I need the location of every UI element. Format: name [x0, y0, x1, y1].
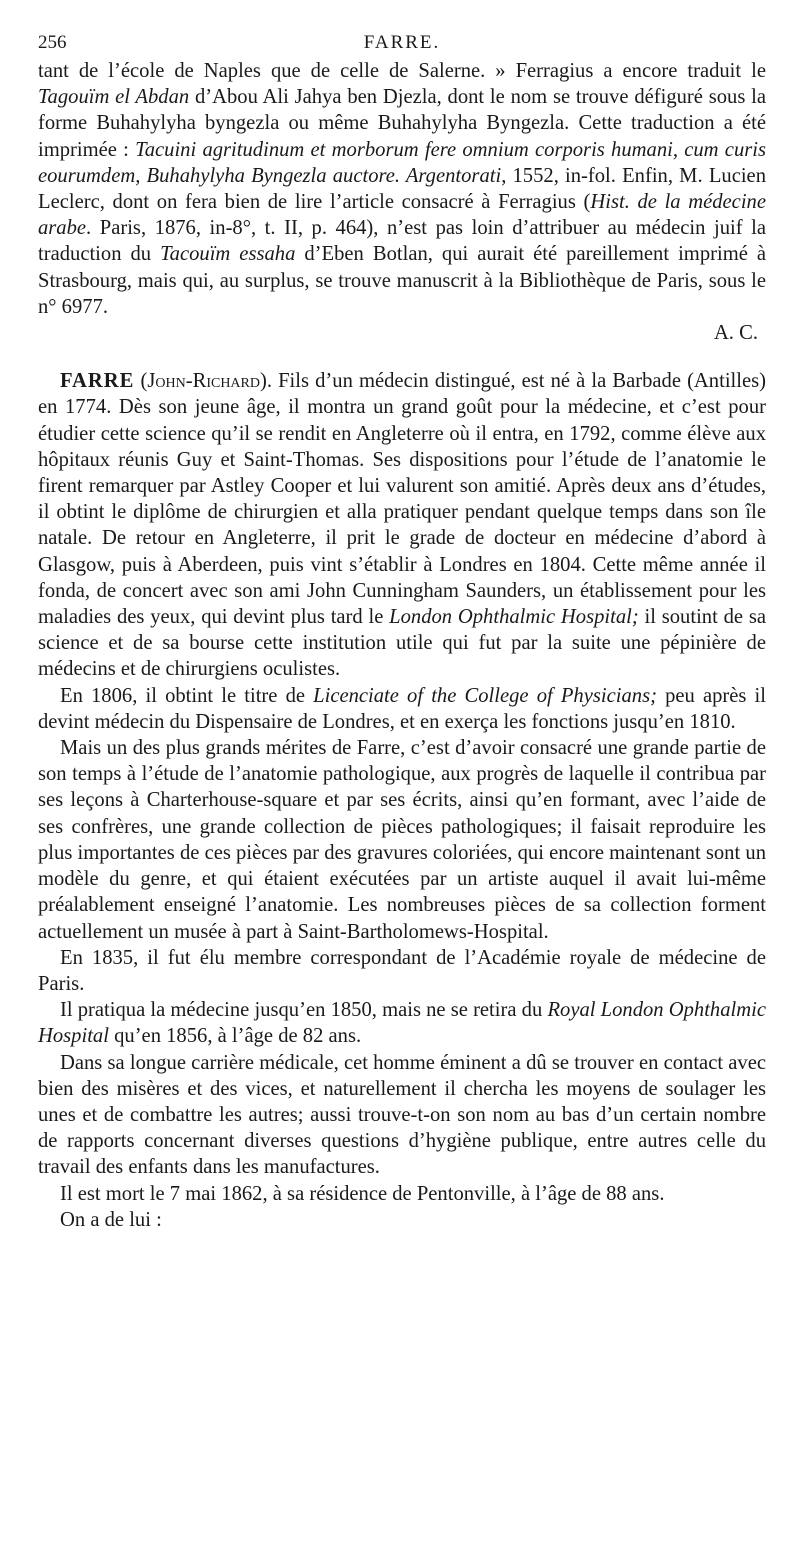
italic-title: Tacouïm essaha: [160, 243, 296, 266]
article-paragraph-1: [38, 368, 766, 682]
running-title: FARRE.: [363, 32, 441, 53]
text-run: d’Eben Botlan, qui aurait été pareillement imprimé à Strasbourg, mais qui, au surplus, se trouve manuscrit à la Bibliothèque de Paris, sous le n° 6977.: [38, 243, 766, 318]
text-run: Fils d’un médecin distingué, est né à la Barbade (Antilles) en 1774. Dès son jeune âge, il montra un grand goût pour la médecine, et c’est pour étudier cette science qu’il se rendit en Angleterre où il entra, en 1792, comme élève aux hôpitaux réunis Guy et Saint-Thomas. Ses dispositions pour l’étude de l’anatomie le firent remarquer par Astley Cooper et lui valurent son amitié. Après deux ans d’études, il obtint le diplôme de chirurgien et alla pratiquer pendant quelque temps dans son île natale. De retour en Angleterre, il prit le grade de docteur en médecine d’abord à Glasgow, puis à Aberdeen, puis vint s’établir à Londres en 1804. Cette même année il fonda, de concert avec son ami John Cunningham Saunders, un établissement pour les maladies des yeux, qui devint plus tard le: [38, 370, 766, 629]
text-run: peu après il devint médecin du Dispensaire de Londres, et en exerça les fonctions jusqu’en 1810.: [38, 684, 766, 733]
article-paragraph-6: Dans sa longue carrière médicale, cet homme éminent a dû se trouver en contact avec bien des misères et des vices, et naturellement il chercha les moyens de soulager les unes et de combattre les autres; aussi trouve-t-on son nom au bas d’un certain nombre de rapports concernant diverses questions d’hygiène publique, entre autres celle du travail des enfants dans les manufactures.: [38, 1051, 766, 1179]
text-run: il soutint de sa science et de sa bourse cette institution utile qui fut par la suite une pépinière de médecins et de chirurgiens oculistes.: [38, 606, 766, 681]
text-run: d’Abou Ali Jahya ben Djezla, dont le nom se trouve défiguré sous la forme Buhahylyha byngezla ou même Buhahylyha Byngezla. Cette traduction a été imprimée :: [38, 86, 766, 161]
article-paragraph-4: En 1835, il fut élu membre correspondant de l’Académie royale de médecine de Paris.: [38, 946, 766, 995]
entry-given-names: (John-Richard).: [140, 370, 272, 393]
page-number: 256: [38, 32, 67, 53]
italic-title: Hist. de la médecine arabe: [38, 191, 766, 240]
text-run: . Paris, 1876, in-8°, t. II, p. 464), n’est pas loin d’attribuer au médecin juif la traduction du: [38, 217, 766, 266]
article-paragraph-2: [38, 683, 766, 735]
text-run: qu’en 1856, à l’âge de 82 ans.: [108, 1025, 362, 1048]
italic-title: London Ophthalmic Hospital;: [389, 606, 639, 629]
italic-title: Royal London Ophthalmic Hospital: [38, 999, 766, 1048]
italic-title: Tacuini agritudinum et morborum fere omnium corporis humani, cum curis eourumdem, Buhahylyha Byngezla auctore. Argentorati: [38, 138, 766, 187]
text-run: En 1806, il obtint le titre de: [60, 684, 314, 707]
page-header: [38, 28, 766, 58]
previous-article-paragraph: [38, 58, 766, 320]
article-paragraph-8: On a de lui :: [60, 1208, 162, 1231]
article-paragraph-3: Mais un des plus grands mérites de Farre, c’est d’avoir consacré une grande partie de son temps à l’étude de l’anatomie pathologique, aux progrès de laquelle il contribua par ses leçons à Charterhouse-square et par ses écrits, ainsi qu’en formant, avec l’aide de ses confrères, une grande collection de pièces pathologiques; il faisait reproduire les plus importantes de ces pièces par des gravures coloriées, qui encore maintenant sont un modèle du genre, et qui étaient exécutées par un artiste auquel il avait lui-même préalablement enseigné l’anatomie. Les nombreuses pièces de sa collection forment actuellement un musée à part à Saint-Bartholomews-Hospital.: [38, 737, 766, 943]
body-text: [38, 58, 766, 1233]
article-paragraph-7: Il est mort le 7 mai 1862, à sa résidence de Pentonville, à l’âge de 88 ans.: [60, 1182, 665, 1205]
article-paragraph-5: [38, 997, 766, 1049]
text-run: Il pratiqua la médecine jusqu’en 1850, mais ne se retira du: [60, 999, 548, 1022]
text-run: tant de l’école de Naples que de celle de Salerne. » Ferragius a encore traduit le: [38, 60, 766, 82]
italic-title: Licenciate of the College of Physicians;: [313, 684, 657, 707]
document-page: [38, 28, 766, 1233]
italic-title: Tagouïm el Abdan: [38, 86, 190, 109]
text-run: , 1552, in-fol. Enfin, M. Lucien Leclerc, dont on fera bien de lire l’article consacré à Ferragius (: [38, 164, 766, 214]
entry-name: FARRE: [60, 370, 135, 393]
author-signature: A. C.: [713, 322, 758, 345]
